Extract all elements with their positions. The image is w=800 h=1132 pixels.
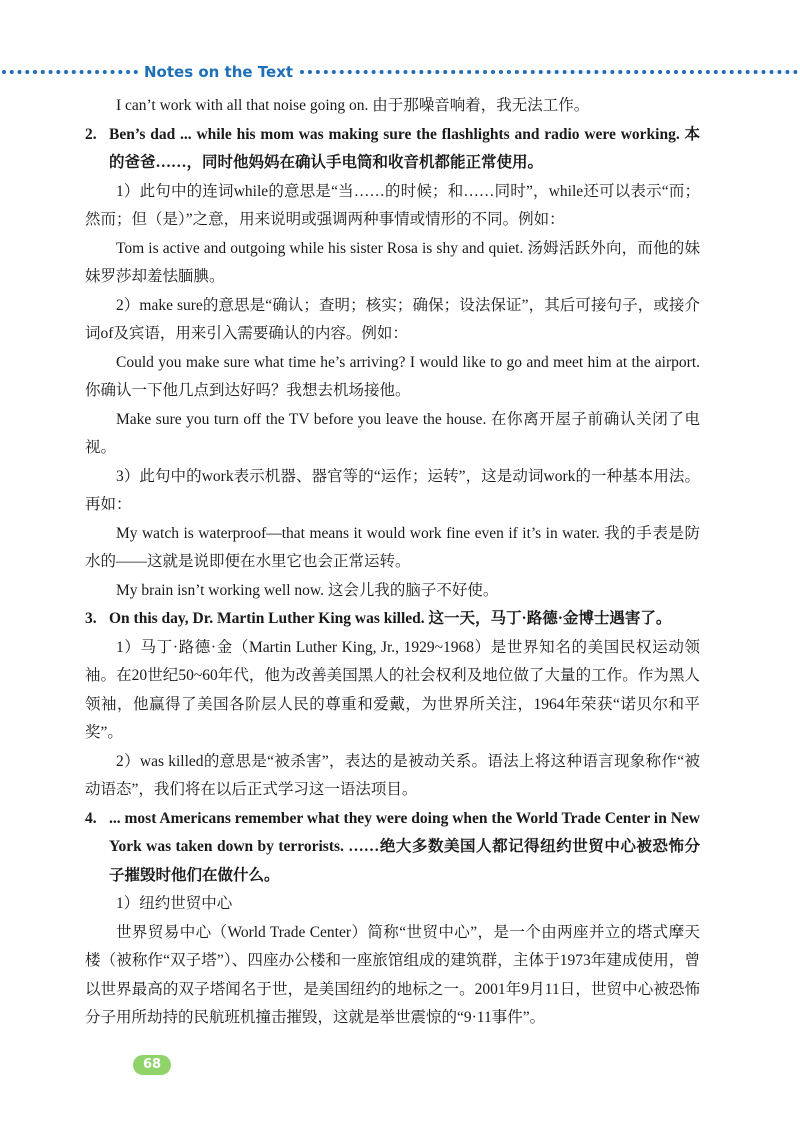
note-item-3 — [85, 605, 700, 634]
paragraph: 2）was killed的意思是“被杀害”，表达的是被动关系。语法上将这种语言现象称作“被动语态”，我们将在以后正式学习这一语法项目。 — [85, 752, 700, 798]
section-header — [0, 61, 800, 83]
header-dots-right — [300, 70, 798, 74]
notes-content — [85, 92, 700, 1033]
note-heading: On this day, Dr. Martin Luther King was killed. 这一天，马丁·路德·金博士遇害了。 — [109, 610, 672, 627]
example-sentence: Tom is active and outgoing while his sister Rosa is shy and quiet. 汤姆活跃外向，而他的妹妹罗莎却羞怯腼腆。 — [85, 239, 700, 285]
section-title: Notes on the Text — [144, 63, 294, 81]
note-item-4 — [85, 805, 700, 891]
paragraph: 3）此句中的work表示机器、器官等的“运作；运转”，这是动词work的一种基本用法。再如： — [85, 467, 700, 513]
example-sentence: My watch is waterproof—that means it would work fine even if it’s in water. 我的手表是防水的——这就是说即便在水里它也会正常运转。 — [85, 524, 700, 570]
note-heading: ... most Americans remember what they were doing when the World Trade Center in New York was taken down by terrorists. ……绝大多数美国人都记得纽约世贸中心被恐怖分子摧毁时他们在做什么。 — [109, 809, 700, 884]
note-number: 3. — [85, 610, 97, 627]
page-number-badge: 68 — [133, 1055, 171, 1075]
paragraph: 1）马丁·路德·金（Martin Luther King, Jr., 1929~1968）是世界知名的美国民权运动领袖。在20世纪50~60年代，他为改善美国黑人的社会权利及地位做了大量的工作。作为黑人领袖，他赢得了美国各阶层人民的尊重和爱戴，为世界所关注，1964年荣获“诺贝尔和平奖”。 — [85, 638, 700, 741]
paragraph: I can’t work with all that noise going on. 由于那噪音响着，我无法工作。 — [116, 97, 590, 114]
header-dots-left — [2, 70, 138, 74]
paragraph: 2）make sure的意思是“确认；查明；核实；确保；设法保证”，其后可接句子，或接介词of及宾语，用来引入需要确认的内容。例如： — [85, 296, 700, 342]
note-number: 2. — [85, 125, 97, 143]
note-number: 4. — [85, 809, 97, 827]
example-sentence: My brain isn’t working well now. 这会儿我的脑子不好使。 — [116, 581, 499, 599]
example-sentence: Could you make sure what time he’s arriving? I would like to go and meet him at the airport. 你确认一下他几点到达好吗？我想去机场接他。 — [85, 353, 700, 399]
note-item-2 — [85, 121, 700, 178]
paragraph: 1）此句中的连词while的意思是“当……的时候；和……同时”，while还可以表示“而；然而；但（是）”之意，用来说明或强调两种事情或情形的不同。例如： — [85, 182, 700, 228]
subheading: 1）纽约世贸中心 — [116, 895, 233, 912]
paragraph: 世界贸易中心（World Trade Center）简称“世贸中心”，是一个由两座并立的塔式摩天楼（被称作“双子塔”）、四座办公楼和一座旅馆组成的建筑群，主体于1973年建成使用，曾以世界最高的双子塔闻名于世，是美国纽约的地标之一。2001年9月11日，世贸中心被恐怖分子用所劫持的民航班机撞击摧毁，这就是举世震惊的“9·11事件”。 — [85, 923, 700, 1026]
example-sentence: Make sure you turn off the TV before you leave the house. 在你离开屋子前确认关闭了电视。 — [85, 410, 700, 456]
note-heading: Ben’s dad ... while his mom was making sure the flashlights and radio were working. 本的爸爸……，同时他妈妈在确认手电筒和收音机都能正常使用。 — [109, 125, 700, 171]
